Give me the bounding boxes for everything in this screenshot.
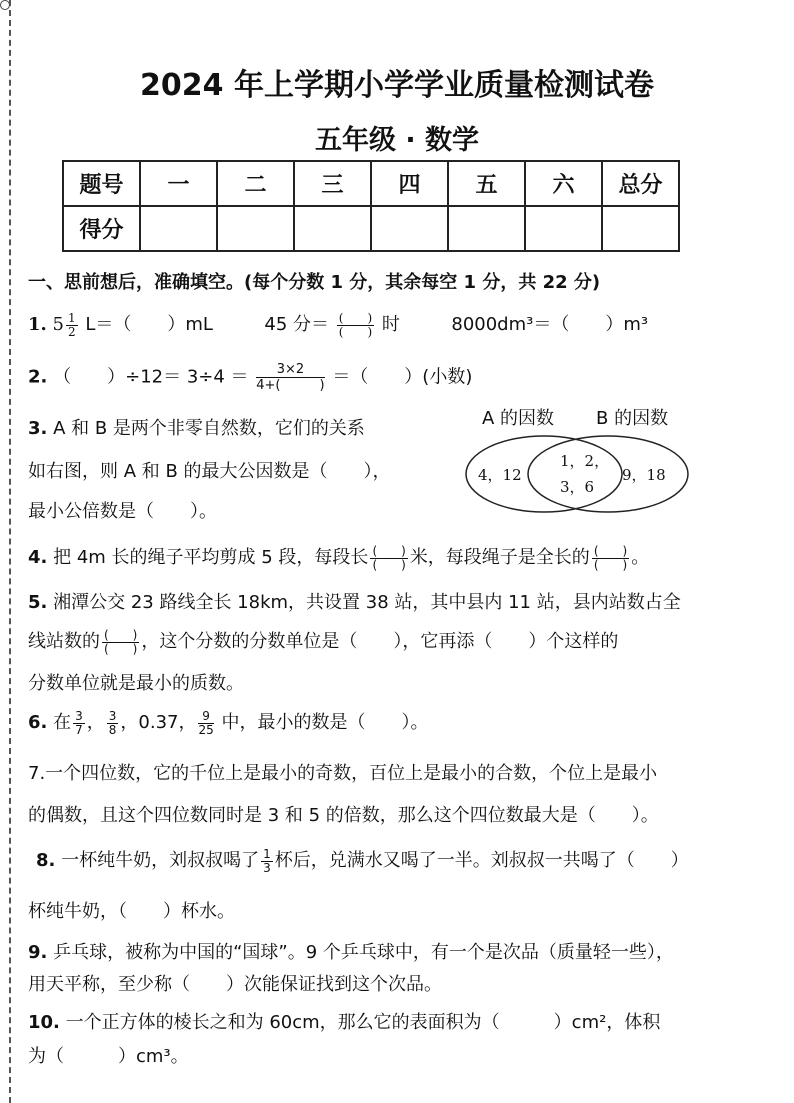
question-2: [28, 362, 472, 393]
question-10-line-2: 为（ ）cm³。: [28, 1046, 189, 1067]
score-input-4[interactable]: [371, 206, 448, 251]
question-8-line-2: 杯纯牛奶，（ ）杯水。: [28, 901, 235, 922]
question-9-line-1: 9. 乒乓球，被称为中国的“国球”。9 个乒乓球中，有一个是次品（质量轻一些），: [28, 942, 674, 963]
question-10-line-1: 10. 一个正方体的棱长之和为 60cm，那么它的表面积为（ ）cm²，体积: [28, 1012, 661, 1033]
q1-part-a-text: L＝（ ）mL: [85, 314, 213, 335]
page-title: 2024 年上学期小学学业质量检测试卷: [140, 68, 654, 103]
question-number: 9.: [28, 942, 48, 963]
score-input-3[interactable]: [294, 206, 371, 251]
page-subtitle: 五年级 · 数学: [314, 125, 480, 156]
fraction: $\frac{3}{7}$: [75, 708, 83, 737]
score-input-6[interactable]: [525, 206, 602, 251]
question-5-line-2: 线站数的 $\frac{( )}{( )}$ ，这个分数的分数单位是（ ），它再添（ ）个这样的: [28, 627, 619, 656]
score-cell-6: 六: [525, 161, 602, 206]
venn-label-b: B 的因数: [596, 408, 669, 429]
venn-middle-values-top: 1，2，: [560, 452, 610, 470]
fraction: $\frac{1}{2}$: [67, 310, 76, 339]
venn-left-values: 4，12: [478, 466, 522, 484]
q1-part-b-unit: 时: [381, 314, 400, 335]
answer-fraction-blank[interactable]: $\frac{( )}{( )}$: [372, 543, 406, 572]
q1-part-b-text: 45 分＝: [264, 314, 330, 335]
score-input-1[interactable]: [140, 206, 217, 251]
question-number: 10.: [28, 1012, 60, 1033]
score-cell-4: 四: [371, 161, 448, 206]
question-4: 4. 把 4m 长的绳子平均剪成 5 段，每段长 $\frac{( )}{( )}$ 米，每段绳子是全长的 $\frac{( )}{( )}$ 。: [28, 543, 650, 572]
question-number: 6.: [28, 712, 48, 733]
fraction: $\frac{1}{3}$: [263, 846, 271, 875]
answer-fraction-blank[interactable]: $\frac{( )}{( )}$: [593, 543, 628, 572]
score-row-label: 得分: [63, 206, 140, 251]
question-1: [28, 310, 648, 339]
venn-label-a: A 的因数: [482, 408, 555, 429]
question-5-line-1: [28, 588, 681, 614]
question-3-line-1: [28, 414, 365, 440]
question-number: 1.: [28, 314, 47, 335]
q4-text-2: 米，每段绳子是全长的: [409, 547, 590, 568]
question-9-line-2: 用天平称，至少称（ ）次能保证找到这个次品。: [28, 974, 442, 995]
score-input-2[interactable]: [217, 206, 294, 251]
question-number: 2.: [28, 366, 48, 388]
question-number: 4.: [28, 547, 48, 568]
question-number: 8.: [36, 850, 56, 871]
question-6: 6. 在 $\frac{3}{7}$ ， $\frac{3}{8}$ ，0.37， $\frac{9}{25}$ 中，最小的数是（ ）。: [28, 708, 429, 737]
binding-hole-icon: [0, 0, 10, 10]
q2-text-pre: （ ）÷12＝ 3÷4 ＝: [53, 366, 249, 388]
score-cell-label: 题号: [63, 161, 140, 206]
fraction: $\frac{9}{25}$: [198, 708, 214, 737]
answer-fraction-blank[interactable]: $\frac{( )}{( )}$: [338, 310, 373, 339]
question-3-line-2: 如右图，则 A 和 B 的最大公因数是（ ），: [28, 461, 391, 482]
score-table: [62, 160, 680, 252]
venn-right-values: 9，18: [622, 466, 666, 484]
score-cell-1: 一: [140, 161, 217, 206]
question-7-line-1: 7.一个四位数，它的千位上是最小的奇数，百位上是最小的合数，个位上是最小: [28, 763, 658, 784]
fraction: $\frac{3}{8}$: [108, 708, 117, 737]
q1-part-c-text: 8000dm³＝（ ）m³: [451, 314, 649, 335]
mixed-number-whole: 5: [52, 314, 64, 335]
score-input-total[interactable]: [602, 206, 679, 251]
q4-text-1: 把 4m 长的绳子平均剪成 5 段，每段长: [53, 547, 369, 568]
venn-middle-values-bottom: 3，6: [560, 478, 595, 496]
score-input-5[interactable]: [448, 206, 525, 251]
q5-text-1: 湘潭公交 23 路线全长 18km，共设置 38 站，其中县内 11 站，县内站数占全: [53, 592, 681, 613]
question-3-line-3: 最小公倍数是（ ）。: [28, 501, 217, 522]
score-cell-total: 总分: [602, 161, 679, 206]
answer-fraction-blank[interactable]: $\frac{( )}{( )}$: [104, 627, 138, 656]
question-8-line-1: 8. 一杯纯牛奶，刘叔叔喝了 $\frac{1}{3}$ 杯后，兑满水又喝了一半。刘叔叔一共喝了（ ）: [36, 846, 689, 875]
q3-text-1: A 和 B 是两个非零自然数，它们的关系: [53, 418, 365, 439]
answer-fraction-blank[interactable]: $\frac{3\times 2}{4+( )}$: [256, 362, 325, 393]
question-7-line-2: 的偶数，且这个四位数同时是 3 和 5 的倍数，那么这个四位数最大是（ ）。: [28, 805, 659, 826]
score-cell-5: 五: [448, 161, 525, 206]
score-table-header-row: [63, 161, 679, 206]
question-5-line-3: 分数单位就是最小的质数。: [28, 673, 244, 694]
binding-margin-line: [9, 0, 11, 1103]
question-number: 3.: [28, 418, 48, 439]
question-number: 5.: [28, 592, 48, 613]
score-cell-2: 二: [217, 161, 294, 206]
section-heading: 一、思前想后，准确填空。(每个分数 1 分，其余每空 1 分，共 22 分): [28, 272, 601, 293]
score-cell-3: 三: [294, 161, 371, 206]
score-table-score-row: [63, 206, 679, 251]
q2-text-post: ＝（ ）(小数): [332, 366, 473, 388]
